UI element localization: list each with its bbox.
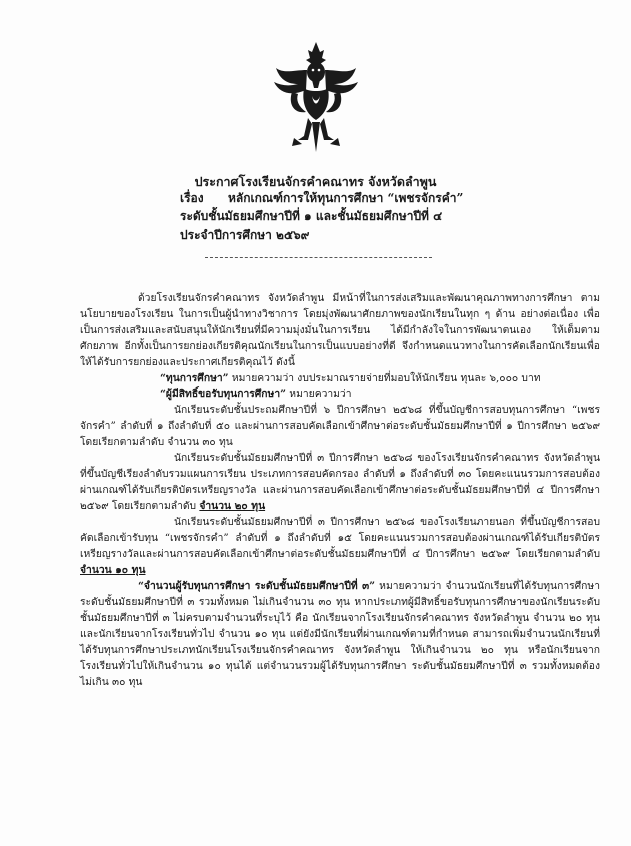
- definition-text: หมายความว่า จำนวนนักเรียนที่ได้รับทุนการศึกษาระดับชั้นมัธยมศึกษาปีที่ ๓ รวมทั้งหมด ไม่เกินจำนวน ๓๐ ทุน หากประเภทผู้มีสิทธิ์ขอรับทุนการศึกษาของนักเรียนระดับชั้นมัธยมศึกษาปีที่ ๓ ไม่ครบตามจำนวนที่ระบุไว้ คือ นักเรียนจากโรงเรียนจักรคำคณาทร จังหวัดลำพูน จำนวน ๒๐ ทุน และนักเรียนจากโรงเรียนทั่วไป จำนวน ๑๐ ทุน แต่ยังมีนักเรียนที่ผ่านเกณฑ์ตามที่กำหนด สามารถเพิ่มจำนวนนักเรียนที่ได้รับทุนการศึกษาประเภทนักเรียนโรงเรียนจักรคำคณาทร จังหวัดลำพูน ให้เกินจำนวน ๒๐ ทุน หรือนักเรียนจากโรงเรียนทั่วไปให้เกินจำนวน ๑๐ ทุนได้ แต่จำนวนรวมผู้ได้รับทุนการศึกษา ระดับชั้นมัธยมศึกษาปีที่ ๓ รวมทั้งหมดต้องไม่เกิน ๓๐ ทุน: [80, 580, 600, 688]
- definition-text: หมายความว่า: [286, 388, 352, 400]
- document-body: [80, 290, 600, 690]
- definition-term: “จำนวนผู้รับทุนการศึกษา ระดับชั้นมัธยมศึกษาปีที่ ๓”: [138, 580, 376, 592]
- grade-levels: ระดับชั้นมัธยมศึกษาปีที่ ๑ และชั้นมัธยมศึกษาปีที่ ๔: [180, 209, 443, 223]
- definition-recipient-count: [80, 578, 600, 690]
- subject-label: เรื่อง: [180, 191, 204, 205]
- subject-text: หลักเกณฑ์การให้ทุนการศึกษา “เพชรจักรคำ”: [228, 191, 464, 205]
- garuda-emblem-icon: [268, 40, 364, 160]
- announcement-title: ประกาศโรงเรียนจักรคำคณาทร จังหวัดลำพูน: [194, 174, 437, 189]
- header-divider: [205, 257, 432, 258]
- eligibility-item-1: นักเรียนระดับชั้นประถมศึกษาปีที่ ๖ ปีการศึกษา ๒๕๖๘ ที่ขึ้นบัญชีการสอบทุนการศึกษา “เพชรจักรคำ” ลำดับที่ ๑ ถึงลำดับที่ ๕๐ และผ่านการสอบคัดเลือกเข้าศึกษาต่อระดับชั้นมัธยมศึกษาปีที่ ๑ ปีการศึกษา ๒๕๖๙ โดยเรียกตามลำดับ จำนวน ๓๐ ทุน: [80, 404, 600, 448]
- item-count: จำนวน ๒๐ ทุน: [199, 500, 266, 512]
- item-text: นักเรียนระดับชั้นมัธยมศึกษาปีที่ ๓ ปีการศึกษา ๒๕๖๘ ของโรงเรียนภายนอก ที่ขึ้นบัญชีการสอบคัดเลือกเข้ารับทุน “เพชรจักรคำ” ลำดับที่ ๑ ถึงลำดับที่ ๑๕ โดยคะแนนรวมการสอบต้องผ่านเกณฑ์ได้รับเกียรติบัตรเหรียญรางวัลและผ่านการสอบคัดเลือกเข้าศึกษาต่อระดับชั้นมัธยมศึกษาปีที่ ๔ ปีการศึกษา ๒๕๖๙ โดยเรียกตามลำดับ: [80, 516, 600, 560]
- eligibility-item-2: [80, 450, 600, 514]
- definition-scholarship: [80, 370, 600, 386]
- item-count: จำนวน ๑๐ ทุน: [80, 564, 146, 576]
- definition-eligible: [80, 386, 600, 402]
- academic-year: ประจำปีการศึกษา ๒๕๖๙: [180, 228, 310, 242]
- eligibility-item-3: [80, 514, 600, 578]
- definition-text: หมายความว่า งบประมาณรายจ่ายที่มอบให้นักเรียน ทุนละ ๖,๐๐๐ บาท: [228, 372, 541, 384]
- item-text: นักเรียนระดับชั้นมัธยมศึกษาปีที่ ๓ ปีการศึกษา ๒๕๖๘ ของโรงเรียนจักรคำคณาทร จังหวัดลำพูน ที่ขึ้นบัญชีเรียงลำดับรวมแผนการเรียน ประเภทการสอบคัดกรอง ลำดับที่ ๑ ถึงลำดับที่ ๓๐ โดยคะแนนรวมการสอบต้องผ่านเกณฑ์ได้รับเกียรติบัตรเหรียญรางวัล และผ่านการสอบคัดเลือกเข้าศึกษาต่อระดับชั้นมัธยมศึกษาปีที่ ๔ ปีการศึกษา ๒๕๖๙ โดยเรียกตามลำดับ: [80, 452, 600, 512]
- definition-term: “ผู้มีสิทธิ์ขอรับทุนการศึกษา”: [160, 388, 287, 400]
- definition-term: “ทุนการศึกษา”: [160, 372, 229, 384]
- intro-paragraph: ด้วยโรงเรียนจักรคำคณาทร จังหวัดลำพูน มีหน้าที่ในการส่งเสริมและพัฒนาคุณภาพทางการศึกษา ตามนโยบายของโรงเรียน ในการเป็นผู้นำทางวิชาการ โดยมุ่งพัฒนาศักยภาพของนักเรียนในทุก ๆ ด้าน อย่างต่อเนื่อง เพื่อเป็นการส่งเสริมและสนับสนุนให้นักเรียนที่มีความมุ่งมั่นในการเรียน ได้มีกำลังใจในการพัฒนาตนเอง ให้เต็มตามศักยภาพ อีกทั้งเป็นการยกย่องเกียรติคุณนักเรียนในการเป็นแบบอย่างที่ดี จึงกำหนดแนวทางในการคัดเลือกนักเรียนเพื่อให้ได้รับการยกย่องและประกาศเกียรติคุณไว้ ดังนี้: [80, 292, 600, 368]
